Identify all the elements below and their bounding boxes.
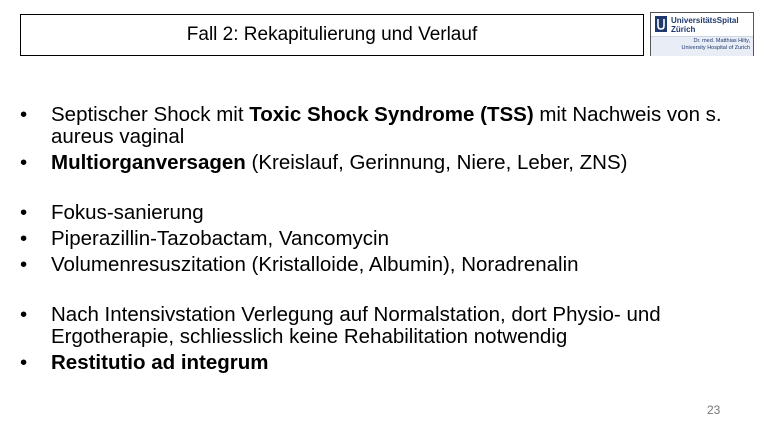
bullet-item [20, 254, 740, 276]
logo-line2: Zürich [671, 25, 696, 34]
bullet-dot-icon: • [20, 201, 28, 224]
logo-text [671, 16, 739, 34]
bullet-item [20, 202, 740, 224]
bullet-text: Nach Intensivstation Verlegung auf Normalstation, dort Physio- und Ergotherapie, schliesslich keine Rehabilitation notwendig [51, 303, 661, 348]
bullet-text: Septischer Shock mit [51, 103, 250, 126]
logo-sub-line2: University Hospital of Zurich [681, 45, 750, 51]
bullet-dot-icon: • [20, 103, 28, 126]
logo-line1: UniversitätsSpital [671, 16, 739, 25]
bullet-text: Piperazillin-Tazobactam, Vancomycin [51, 227, 390, 250]
bullet-item [20, 352, 740, 374]
page-number: 23 [707, 403, 721, 417]
bullet-text: (Kreislauf, Gerinnung, Niere, Leber, ZNS) [245, 151, 628, 174]
bullet-item [20, 228, 740, 250]
bullet-item [20, 304, 740, 348]
logo-sub-line1: Dr. med. Matthias Hilty, [693, 38, 750, 44]
bullet-item [20, 152, 740, 174]
bullet-dot-icon: • [20, 303, 28, 326]
bullet-text: Restitutio ad integrum [51, 351, 269, 374]
bullet-dot-icon: • [20, 351, 28, 374]
bullet-list [20, 104, 740, 378]
bullet-text: Multiorganversagen [51, 151, 246, 174]
bullet-dot-icon: • [20, 227, 28, 250]
logo-header [651, 13, 753, 37]
university-logo [650, 12, 754, 56]
bullet-dot-icon: • [20, 151, 28, 174]
bullet-text: Fokus-sanierung [51, 201, 204, 224]
bullet-text: Volumenresuszitation (Kristalloide, Albumin), Noradrenalin [51, 253, 579, 276]
slide-title: Fall 2: Rekapitulierung und Verlauf [186, 24, 478, 45]
bullet-text: mit Nachweis von s. aureus vaginal [51, 103, 722, 148]
bullet-dot-icon: • [20, 253, 28, 276]
bullet-text: Toxic Shock Syndrome (TSS) [249, 103, 534, 126]
bullet-item [20, 104, 740, 148]
logo-subtitle [651, 37, 753, 56]
logo-emblem-icon [655, 16, 667, 32]
slide-title-box [20, 14, 644, 56]
